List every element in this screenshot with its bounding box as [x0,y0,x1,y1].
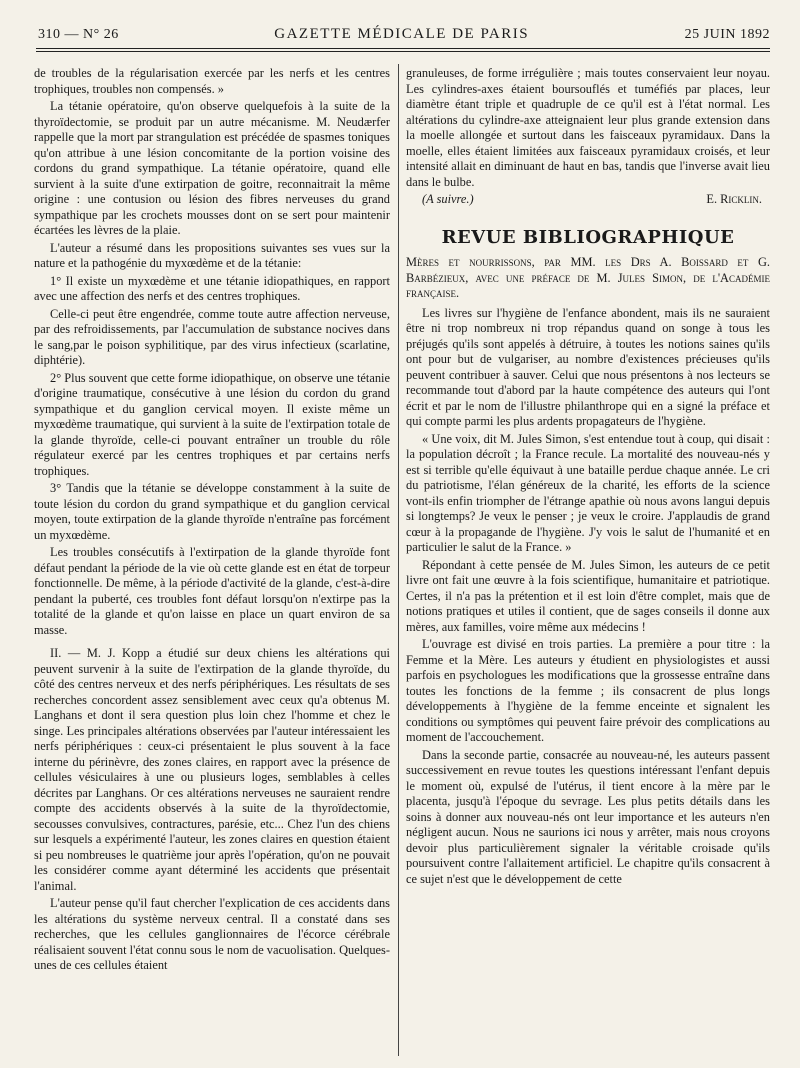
paragraph: La tétanie opératoire, qu'on observe quelquefois à la suite de la thyroïdectomie, se produit par un autre mécanisme. M. Neudærfer rappelle que la mort par strangulation est précédée de spasmes toniques qu'on attribue à une lésion concomitante de la portion voisine des cordons du grand sympathique. La tétanie opératoire, quand elle survient à la suite d'une extirpation de goitre, reconnaitrait la même origine : une contusion ou lésion des fibres nerveuses du grand sympathique par les crochets mousses dont on se sert pour maintenir écartées les lèvres de la plaie. [34,99,390,237]
paragraph: Celle-ci peut être engendrée, comme toute autre affection nerveuse, par des refroidissements, par l'accumulation de substance nocives dans le sang,par le poison syphilitique, par des virus infectieux (scarlatine, diphtérie). [34,306,390,367]
left-column [34,66,390,1058]
paragraph: granuleuses, de forme irrégulière ; mais toutes conservaient leur noyau. Les cylindres-axes étaient boursouflés et tuméfiés par places, leur diamètre étant triple et quadruple de ce qu'il est à l'état normal. Les altérations du cylindre-axe atteignaient leur plus grande extension dans la moelle allongée et surtout dans les faisceaux pyramidaux. Dans la moelle, elles étaient limitées aux faisceaux pyramidaux croisés, et leur intensité allait en diminuant de haut en bas, tandis que l'inverse avait lieu dans le bulbe. [406,66,770,189]
paragraph: II. — M. J. Kopp a étudié sur deux chiens les altérations qui peuvent survenir à la suite de l'extirpation de la glande thyroïde, du côté des centres nerveux et des nerfs périphériques. Les résultats de ses recherches concordent assez sensiblement avec ceux qu'a obtenus M. Langhans et dont il sera question plus loin chez l'homme et chez le singe. Les principales altérations observées par l'auteur intéressaient les nerfs périphériques : ceux-ci présentaient le plus souvent à la face interne du périnèvre, des zones claires, en rapport avec la présence de cellules vésiculaires à une ou plusieurs loges, semblables à celles décrites par Langhans. Or ces altérations nerveuses ne sauraient rendre compte des accidents observés à la suite de la thyroïdectomie, secousses convulsives, contractures, parésie, etc... Chez l'un des chiens sur lesquels a expérimenté l'auteur, les zones claires en question étaient si peu nombreuses le quatrième jour après l'opération, qu'on ne pouvait les considérer comme ayant déterminé les accidents que présentait l'animal. [34,646,390,893]
paragraph: L'ouvrage est divisé en trois parties. La première a pour titre : la Femme et la Mère. Les auteurs y étudient en physiologistes et aussi parfois en psychologues les modifications que la grossesse entraîne dans toutes les fonctions de la femme ; ils consacrent de plus longs développements à l'hygiène de la femme enceinte et signalent les conditions ou symptômes qui peuvent faire prévoir des complications au moment de l'accouchement. [406,637,770,744]
header-rule-double [36,51,770,52]
paragraph: de troubles de la régularisation exercée par les nerfs et les centres trophiques, troubles non compensés. » [34,66,390,96]
issue-date: 25 JUIN 1892 [684,27,770,42]
paragraph: 2° Plus souvent que cette forme idiopathique, on observe une tétanie d'origine traumatique, consécutive à une lésion du cordon du grand sympathique et du ganglion cervical moyen. Il existe même un myxœdème traumatique, qui survient à la suite de l'extirpation totale de la glande thyroïde, celle-ci pouvant entraîner un trouble du rôle régulateur exercé par les centres trophiques et par certains nerfs trophiques. [34,370,390,478]
paragraph: L'auteur a résumé dans les propositions suivantes ses vues sur la nature et la pathogénie du myxœdème et de la tétanie: [34,240,390,270]
section-title: REVUE BIBLIOGRAPHIQUE [441,226,735,248]
paragraph: 1° Il existe un myxœdème et une tétanie idiopathiques, en rapport avec une affection des nerfs et des centres trophiques. [34,273,390,303]
paragraph: 3° Tandis que la tétanie se développe constamment à la suite de toute lésion du cordon du grand sympathique et du ganglion cervical moyen, toute extirpation de la glande thyroïde n'entraîne pas forcément un myxœdème. [34,481,390,542]
paragraph: Les troubles consécutifs à l'extirpation de la glande thyroïde font défaut pendant la période de la vie où cette glande est en état de torpeur fonctionnelle. De même, à la période d'activité de la glande, c'est-à-dire pendant la puberté, ces troubles font défaut lorsqu'on n'extirpe pas la totalité de la glande et qu'on laisse en place un quart environ de sa masse. [34,545,390,637]
header-rule [36,48,770,49]
paragraph: « Une voix, dit M. Jules Simon, s'est entendue tout à coup, qui disait : la population décroît ; la France recule. La mortalité des nouveau-nés y est si terrible qu'elle équivaut à une bataille perdue chaque année. Le cri du patriotisme, l'élan généreux de la charité, les efforts de la science vont-ils enfin triompher de l'étrange apathie où nous avons langui depuis si longtemps? Je veux le penser ; je veux le croire. J'applaudis de grand cœur à la propagande de l'hygiène. J'y vois le salut de l'humanité et en particulier le salut de la France. » [406,431,770,554]
paragraph: Répondant à cette pensée de M. Jules Simon, les auteurs de ce petit livre ont fait une œuvre à la fois scientifique, humanitaire et patriotique. Certes, il n'a pas la prétention et il est loin d'être complet, mais que de notions pratiques et utiles il contient, que de sages conseils il donne aux mères, aux familles, voire même aux médecins ! [406,557,770,634]
article-signature [406,192,770,208]
page-number: 310 — N° 26 [38,27,119,42]
column-divider [398,64,399,1056]
book-reference: Mères et nourrissons, par MM. les Drs A. Boissard et G. Barbézieux, avec une préface de M. Jules Simon, de l'Académie française. [406,255,770,300]
paragraph: Les livres sur l'hygiène de l'enfance abondent, mais ils ne sauraient être ni trop nombreux ni trop répandus quand on songe à tous les préjugés qu'ils sont appelés à détruire, à toutes les notions saines qu'ils ont pour but de vulgariser, au nombre d'existences précieuses qu'ils peuvent contribuer à sauver. Celui que nous présentons à nos lecteurs se recommande tout d'abord par la haute compétence des auteurs qui l'ont écrit et par le nom de l'illustre philanthrope qui en a signé la préface et qui compte parmi les plus ardents propagateurs de l'hygiène. [406,305,770,428]
paragraph: Dans la seconde partie, consacrée au nouveau-né, les auteurs passent successivement en revue toutes les questions intéressant l'enfant depuis le moment où, expulsé de l'utérus, il tient encore à la mère par le placenta, jusqu'à l'époque du sevrage. Les plus petits détails dans les soins à donner aux nouveau-nés ont leur importance et les auteurs n'en négligent aucun. Nous ne saurions ici nous y arrêter, mais nous croyons devoir plus particulièrement signaler la véritable croisade qu'ils poursuivent contre l'allaitement artificiel. Le chapitre qu'ils consacrent à ce sujet n'est que le développement de cette [406,747,770,886]
right-column [406,66,770,1058]
journal-title: GAZETTE MÉDICALE DE PARIS [274,26,530,42]
page-header [38,26,770,46]
author-name: E. Ricklin. [706,192,762,206]
paragraph: L'auteur pense qu'il faut chercher l'explication de ces accidents dans les altérations du système nerveux central. Il a constaté dans ses recherches, que les cellules ganglionnaires de l'écorce cérébrale réalisaient souvent l'état connu sous le nom de vacuolisation. Quelques-unes de ces cellules étaient [34,896,390,972]
to-be-continued: (A suivre.) [422,192,474,206]
